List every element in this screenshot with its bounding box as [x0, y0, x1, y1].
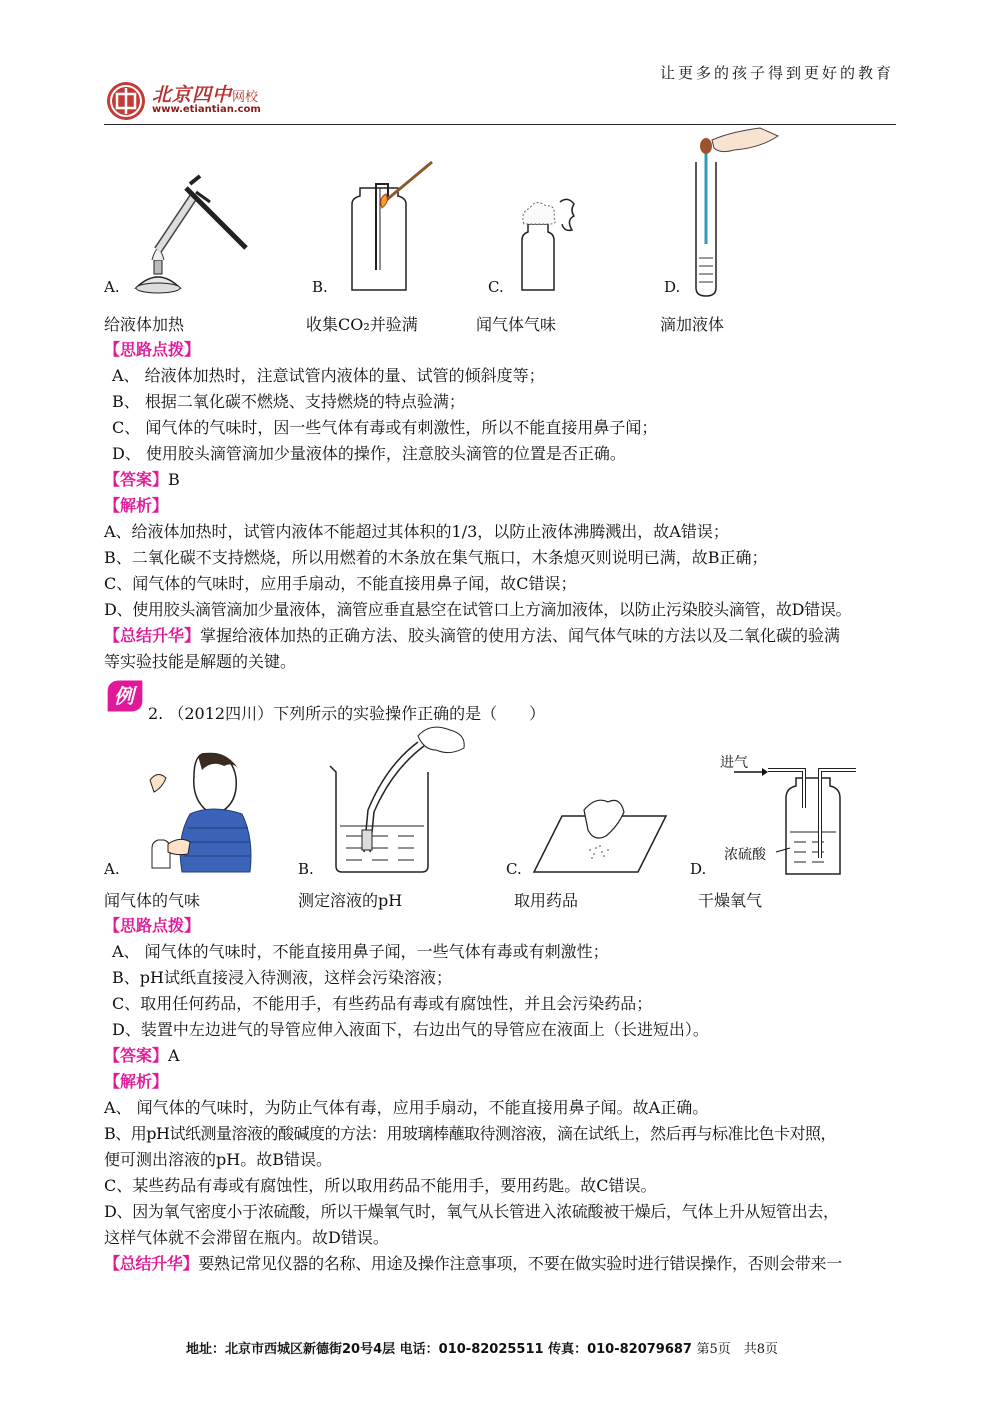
- logo-name: 北京四中: [152, 84, 233, 106]
- q2-option-d-letter: D.: [690, 860, 707, 878]
- q1-answer-tag: 【答案】: [104, 470, 169, 489]
- q1-analysis-tag: 【解析】: [104, 496, 169, 515]
- q1-option-b-caption: 收集CO₂并验满: [306, 315, 418, 334]
- q2-analysis-b2: 便可测出溶液的pH。故B错误。: [104, 1150, 332, 1169]
- q2-answer: A: [168, 1046, 180, 1065]
- q1-option-a-letter: A.: [104, 278, 120, 296]
- logo-sub: 网校: [232, 90, 259, 105]
- gas-bottle-match-icon: [340, 160, 440, 296]
- alcohol-lamp-heating-icon: [128, 168, 258, 298]
- q2-option-a-caption: 闻气体的气味: [104, 891, 201, 910]
- beaker-ph-paper-icon: [326, 726, 476, 876]
- q1-option-d-caption: 滴加液体: [660, 315, 725, 334]
- q2-option-c-letter: C.: [506, 860, 522, 878]
- q2-hint-c: C、取用任何药品，不能用手，有些药品有毒或有腐蚀性，并且会污染药品；: [112, 994, 653, 1013]
- q2-analysis-d1: D、因为氧气密度小于浓硫酸，所以干燥氧气时，氧气从长管进入浓硫酸被干燥后，气体上升从短管出去，: [104, 1202, 839, 1221]
- q2-hint-tag: 【思路点拨】: [104, 916, 201, 935]
- q1-answer: B: [168, 470, 180, 489]
- q1-hint-d: D、 使用胶头滴管滴加少量液体的操作，注意胶头滴管的位置是否正确。: [112, 444, 626, 463]
- q1-analysis-a: A、给液体加热时，试管内液体不能超过其体积的1/3，以防止液体沸腾溅出，故A错误；: [104, 522, 729, 541]
- q2-summary-line: [104, 1252, 842, 1276]
- hand-taking-powder-icon: [534, 796, 674, 880]
- q1-hint-tag: 【思路点拨】: [104, 340, 201, 359]
- boy-smelling-icon: [132, 748, 256, 874]
- q2-answer-tag: 【答案】: [104, 1046, 169, 1065]
- header-slogan: 让更多的孩子得到更好的教育: [660, 64, 895, 82]
- q2-hint-d: D、装置中左边进气的导管应伸入液面下，右边出气的导管应在液面上（长进短出）。: [112, 1020, 709, 1039]
- q1-option-c-caption: 闻气体气味: [476, 315, 557, 334]
- fig-d-acid-label: 浓硫酸: [724, 847, 766, 863]
- q1-summary-tag: 【总结升华】: [104, 626, 201, 645]
- q1-summary-line: [104, 624, 840, 648]
- q1-analysis-d: D、使用胶头滴管滴加少量液体，滴管应垂直悬空在试管口上方滴加液体，以防止污染胶头滴管，故D错误。: [104, 600, 852, 619]
- q2-stem: 2. （2012四川）下列所示的实验操作正确的是（ ）: [148, 704, 546, 723]
- q2-analysis-c: C、某些药品有毒或有腐蚀性，所以取用药品不能用手，要用药匙。故C错误。: [104, 1176, 657, 1195]
- q1-summary-1: 掌握给液体加热的正确方法、胶头滴管的使用方法、闻气体气味的方法以及二氧化碳的验满: [200, 626, 841, 645]
- q2-option-b-caption: 测定溶液的pH: [298, 891, 403, 910]
- q1-option-a-caption: 给液体加热: [104, 315, 185, 334]
- q2-option-a-letter: A.: [104, 860, 120, 878]
- smelling-bottle-icon: [514, 190, 594, 296]
- q2-option-b-letter: B.: [298, 860, 314, 878]
- q1-hint-a: A、 给液体加热时，注意试管内液体的量、试管的倾斜度等；: [112, 366, 545, 385]
- q1-option-d-letter: D.: [664, 278, 681, 296]
- q2-analysis-tag: 【解析】: [104, 1072, 169, 1091]
- q2-analysis-d2: 这样气体就不会滞留在瓶内。故D错误。: [104, 1228, 389, 1247]
- q1-analysis-b: B、二氧化碳不支持燃烧，所以用燃着的木条放在集气瓶口，木条熄灭则说明已满，故B正确；: [104, 548, 768, 567]
- q1-hint-c: C、 闻气体的气味时，因一些气体有毒或有刺激性，所以不能直接用鼻子闻；: [112, 418, 658, 437]
- q2-analysis-b1: B、用pH试纸测量溶液的酸碱度的方法：用玻璃棒蘸取待测溶液，滴在试纸上，然后再与标准比色卡对照，: [104, 1124, 836, 1143]
- q1-option-b-letter: B.: [312, 278, 328, 296]
- q2-summary-tag: 【总结升华】: [104, 1254, 199, 1273]
- footer: [186, 1338, 778, 1357]
- q2-option-d-caption: 干燥氧气: [698, 891, 763, 910]
- fig-d-in-label: 进气: [720, 755, 748, 771]
- footer-address: 地址：北京市西城区新德街20号4层 电话：010-82025511 传真：010-82079687: [186, 1342, 692, 1357]
- logo-url: www.etiantian.com: [152, 104, 261, 115]
- q2-answer-line: [104, 1044, 180, 1068]
- q2-option-c-caption: 取用药品: [514, 891, 579, 910]
- q1-hint-b: B、 根据二氧化碳不燃烧、支持燃烧的特点验满；: [112, 392, 465, 411]
- q1-option-c-letter: C.: [488, 278, 504, 296]
- q1-answer-line: [104, 468, 180, 492]
- q2-summary-1: 要熟记常见仪器的名称、用途及操作注意事项，不要在做实验时进行错误操作，否则会带来一: [198, 1254, 842, 1273]
- example-badge-text: 例: [114, 684, 134, 708]
- q2-hint-b: B、pH试纸直接浸入待测液，这样会污染溶液；: [112, 968, 452, 987]
- logo-seal-icon: [104, 80, 148, 122]
- header-rule: [104, 124, 896, 125]
- q1-analysis-c: C、闻气体的气味时，应用手扇动，不能直接用鼻子闻，故C错误；: [104, 574, 577, 593]
- q2-analysis-a: A、 闻气体的气味时，为防止气体有毒，应用手扇动，不能直接用鼻子闻。故A正确。: [104, 1098, 709, 1117]
- footer-page: 第5页 共8页: [696, 1342, 779, 1357]
- q2-hint-a: A、 闻气体的气味时，不能直接用鼻子闻，一些气体有毒或有刺激性；: [112, 942, 609, 961]
- q1-summary-2: 等实验技能是解题的关键。: [104, 652, 297, 671]
- dropper-test-tube-icon: [690, 128, 780, 298]
